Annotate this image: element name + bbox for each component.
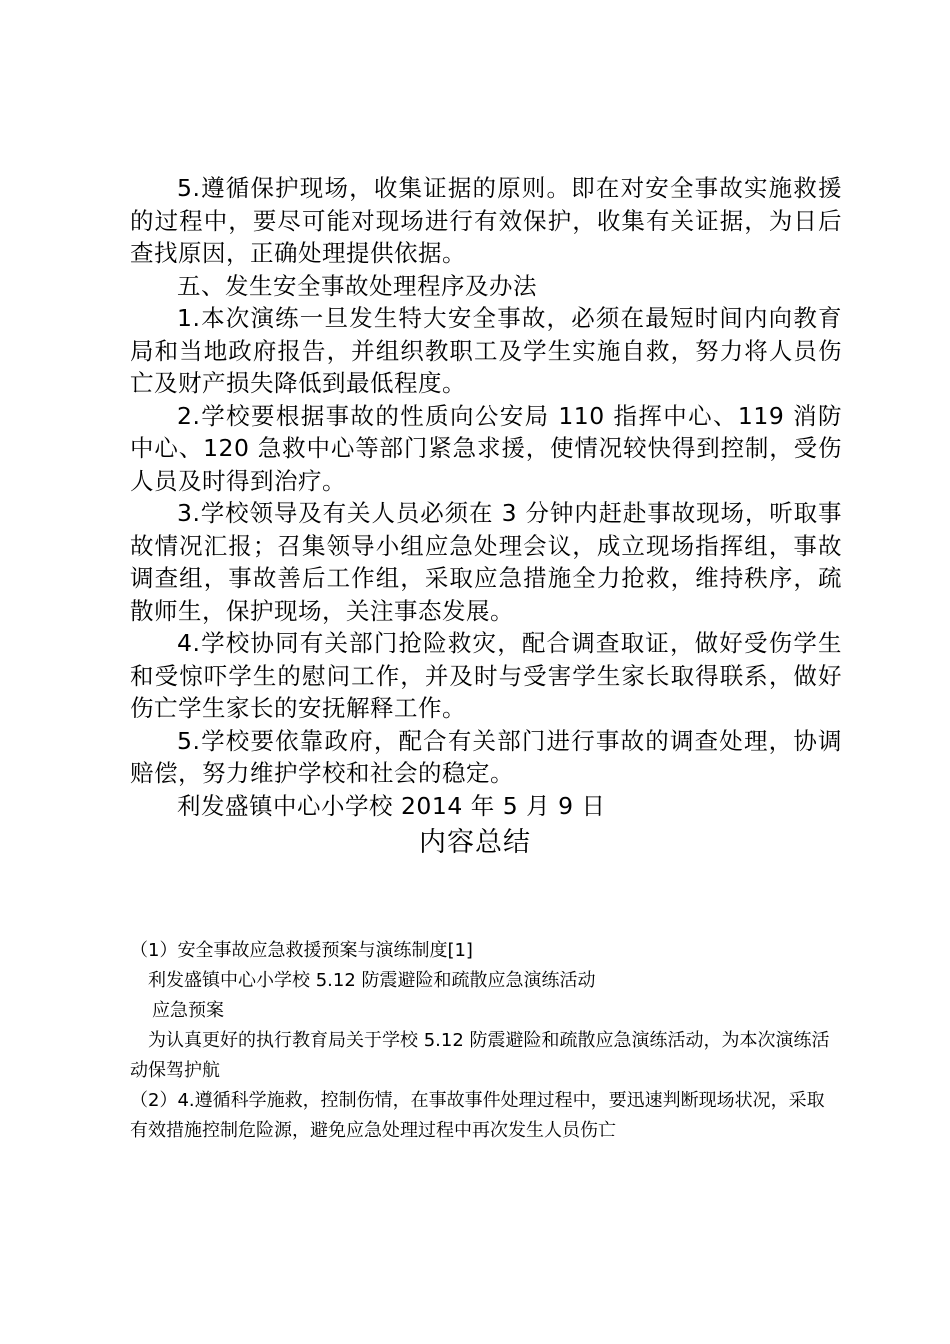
- paragraph-report: 1.本次演练一旦发生特大安全事故，必须在最短时间内向教育局和当地政府报告，并组织教职工及学生实施自救，努力将人员伤亡及财产损失降低到最低程度。: [130, 304, 842, 397]
- main-body: [130, 172, 842, 822]
- paragraph-emergency-call: 2.学校要根据事故的性质向公安局 110 指挥中心、119 消防中心、120 急救中心等部门紧急求援，使情况较快得到控制，受伤人员及时得到治疗。: [130, 401, 842, 495]
- paragraph-government: 5.学校要依靠政府，配合有关部门进行事故的调查处理，协调赔偿，努力维护学校和社会的稳定。: [130, 726, 842, 787]
- summary-item-2: （2）4.遵循科学施救，控制伤情，在事故事件处理过程中，要迅速判断现场状况，采取有效措施控制危险源，避免应急处理过程中再次发生人员伤亡: [130, 1090, 825, 1141]
- summary-item-1-label: （1）安全事故应急救援预案与演练制度[1]: [130, 940, 473, 961]
- summary-section: [130, 936, 830, 1146]
- summary-item-1-line-2: 利发盛镇中心小学校 5.12 防震避险和疏散应急演练活动: [148, 970, 596, 991]
- section-heading-procedures: 五、发生安全事故处理程序及办法: [177, 271, 537, 300]
- summary-item-1-line-3: 应急预案: [152, 1000, 224, 1021]
- summary-title: 内容总结: [419, 827, 531, 858]
- paragraph-leaders-onsite: 3.学校领导及有关人员必须在 3 分钟内赶赴事故现场，听取事故情况汇报；召集领导小组应急处理会议，成立现场指挥组，事故调查组，事故善后工作组，采取应急措施全力抢救，维持秩序，疏散师生，保护现场，关注事态发展。: [130, 499, 842, 625]
- summary-item-1-line-4: 为认真更好的执行教育局关于学校 5.12 防震避险和疏散应急演练活动，为本次演练活动保驾护航: [130, 1030, 830, 1081]
- signature-date: 利发盛镇中心小学校 2014 年 5 月 9 日: [177, 791, 606, 820]
- paragraph-cooperation: 4.学校协同有关部门抢险救灾，配合调查取证，做好受伤学生和受惊吓学生的慰问工作，并及时与受害学生家长取得联系，做好伤亡学生家长的安抚解释工作。: [130, 629, 842, 722]
- paragraph-protect-scene: 5.遵循保护现场，收集证据的原则。即在对安全事故实施救援的过程中，要尽可能对现场进行有效保护，收集有关证据，为日后查找原因，正确处理提供依据。: [130, 174, 842, 267]
